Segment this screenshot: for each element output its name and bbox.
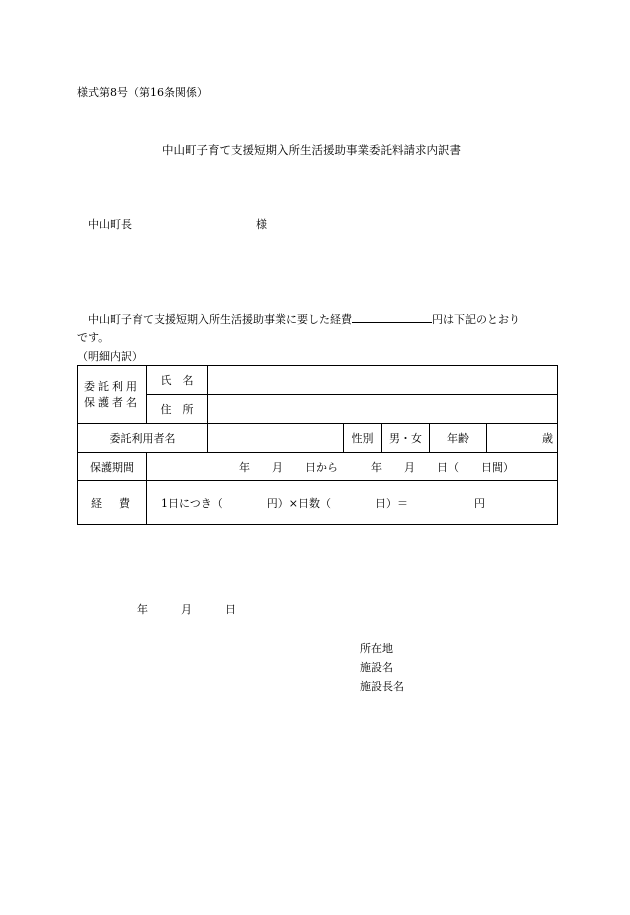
period-label: 保護期間: [78, 453, 147, 481]
user-name-field[interactable]: [208, 424, 344, 453]
gender-options[interactable]: 男・女: [382, 424, 430, 453]
detail-table: [77, 365, 558, 525]
expense-row: [78, 481, 558, 525]
guardian-address-field[interactable]: [208, 395, 558, 424]
guardian-name-row: [78, 366, 558, 395]
facility-address-label: 所在地: [360, 642, 393, 655]
detail-label: （明細内訳）: [77, 350, 143, 363]
gender-label: 性別: [344, 424, 382, 453]
guardian-address-row: [78, 395, 558, 424]
body-line-1-prefix: 中山町子育て支援短期入所生活援助事業に要した経費: [88, 313, 352, 326]
user-row: [78, 424, 558, 453]
body-line-1: [88, 311, 520, 327]
date-line[interactable]: 年 月 日: [137, 603, 236, 616]
body-line-1-suffix: 円は下記のとおり: [432, 313, 520, 326]
guardian-label-line-2: 保護者名: [84, 395, 140, 409]
expense-label: 経 費: [78, 481, 147, 525]
form-number: 様式第8号（第16条関係）: [77, 86, 208, 99]
addressee-name: 中山町長: [88, 218, 132, 231]
guardian-name-field[interactable]: [208, 366, 558, 395]
addressee-honorific: 様: [256, 218, 267, 231]
address-label: 住 所: [147, 395, 208, 424]
period-row: [78, 453, 558, 481]
age-unit[interactable]: 歳: [487, 424, 558, 453]
facility-director-label: 施設長名: [360, 680, 404, 693]
age-label: 年齢: [430, 424, 487, 453]
guardian-label-line-1: 委託利用: [84, 379, 140, 393]
period-field[interactable]: 年 月 日から 年 月 日（ 日間）: [147, 453, 558, 481]
body-line-2: です。: [77, 331, 110, 344]
user-name-label: 委託利用者名: [78, 424, 208, 453]
facility-name-label: 施設名: [360, 661, 393, 674]
name-label: 氏 名: [147, 366, 208, 395]
expense-field[interactable]: 1日につき（ 円）×日数（ 日）＝ 円: [147, 481, 558, 525]
amount-blank: [352, 311, 432, 323]
guardian-label-cell: [78, 366, 147, 424]
document-title: 中山町子育て支援短期入所生活援助事業委託料請求内訳書: [162, 143, 461, 157]
